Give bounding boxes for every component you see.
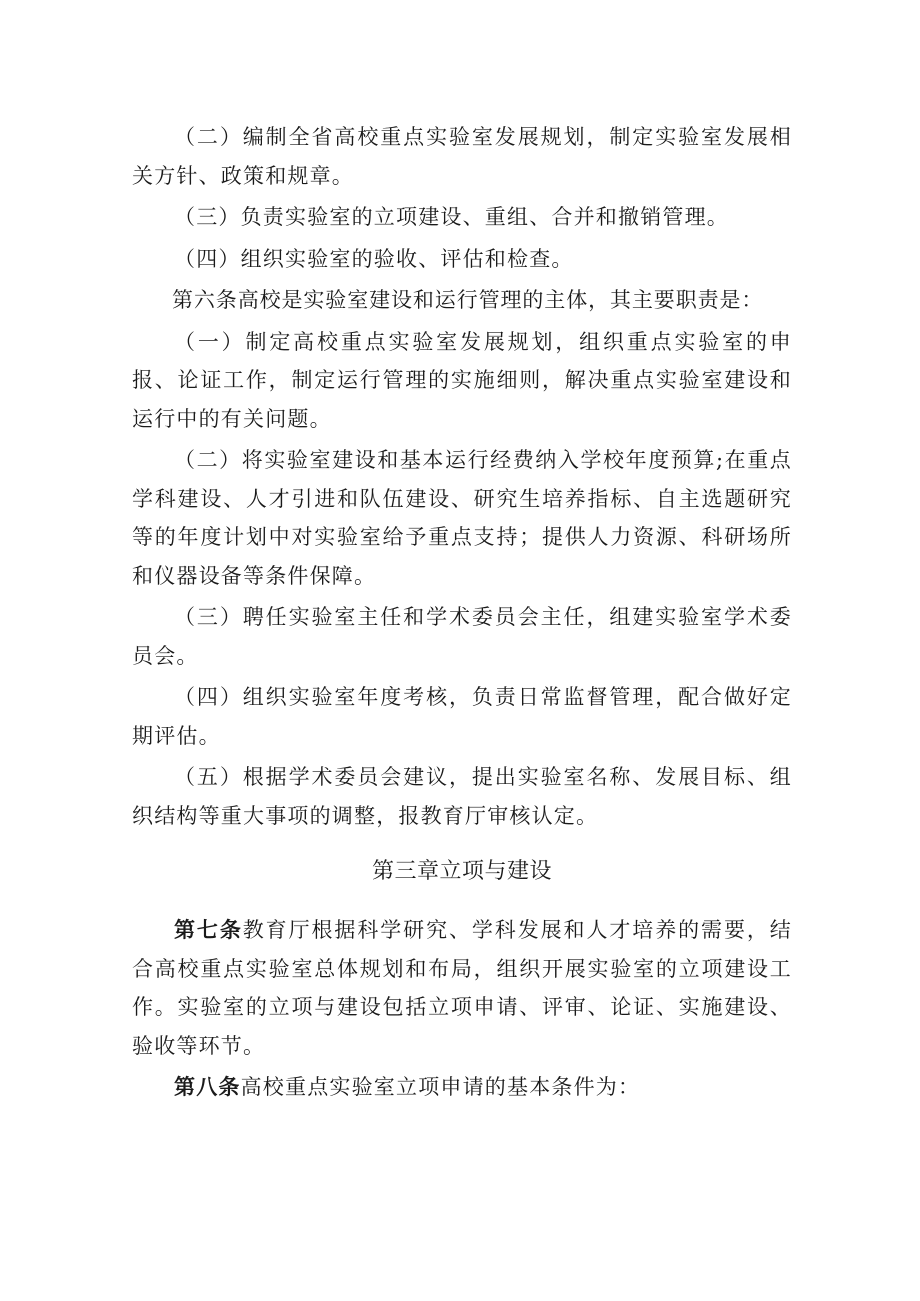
paragraph-article-8: [132, 1068, 792, 1107]
document-body: [132, 118, 792, 1107]
paragraph-university-duty-1: （一）制定高校重点实验室发展规划，组织重点实验室的申报、论证工作，制定运行管理的实施细则，解决重点实验室建设和运行中的有关问题。: [132, 329, 792, 431]
paragraph-university-duty-5: （五）根据学术委员会建议，提出实验室名称、发展目标、组织结构等重大事项的调整，报教育厅审核认定。: [132, 765, 792, 828]
article-7-label: 第七条: [174, 918, 243, 942]
paragraph-duty-2: （二）编制全省高校重点实验室发展规划，制定实验室发展相关方针、政策和规章。: [132, 125, 792, 188]
paragraph-university-duty-4: （四）组织实验室年度考核，负责日常监督管理，配合做好定期评估。: [132, 685, 792, 748]
article-8-label: 第八条: [174, 1075, 241, 1099]
chapter-heading: 第三章立项与建设: [371, 859, 552, 884]
article-7-text: 教育厅根据科学研究、学科发展和人才培养的需要，结合高校重点实验室总体规划和布局，组织开展实验室的立项建设工作。实验室的立项与建设包括立项申请、评审、论证、实施建设、验收等环节。: [132, 918, 792, 1058]
paragraph-duty-3: （三）负责实验室的立项建设、重组、合并和撤销管理。: [174, 205, 729, 229]
paragraph-article-7: [132, 911, 792, 1065]
paragraph-duty-4: （四）组织实验室的验收、评估和检查。: [174, 246, 574, 271]
paragraph-article-6: 第六条高校是实验室建设和运行管理的主体，其主要职责是：: [172, 288, 764, 312]
article-8-text: 高校重点实验室立项申请的基本条件为：: [240, 1075, 641, 1099]
paragraph-university-duty-3: （三）聘任实验室主任和学术委员会主任，组建实验室学术委员会。: [132, 605, 792, 668]
paragraph-university-duty-2: （二）将实验室建设和基本运行经费纳入学校年度预算;在重点学科建设、人才引进和队伍建设、研究生培养指标、自主选题研究等的年度计划中对实验室给予重点支持；提供人力资源、科研场所和仪器设备等条件保障。: [132, 448, 792, 588]
